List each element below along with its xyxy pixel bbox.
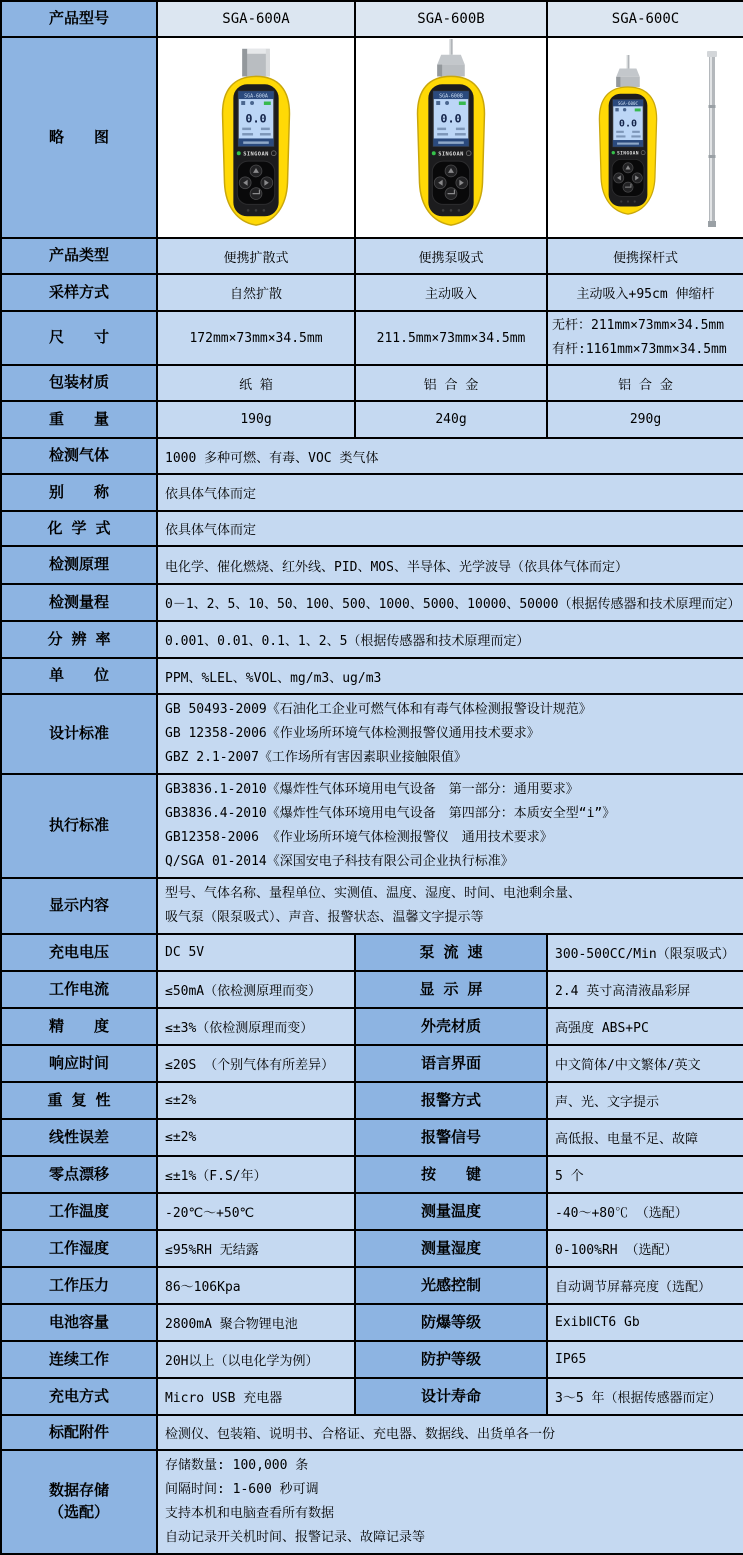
row-label: 电池容量 [1, 1304, 157, 1341]
spec-value: 20H以上（以电化学为例） [157, 1341, 355, 1378]
spec-value: 依具体气体而定 [157, 474, 743, 511]
spec-value: 便携扩散式 [157, 238, 355, 274]
table-row [1, 1082, 743, 1119]
table-row [1, 438, 743, 474]
row-label: 零点漂移 [1, 1156, 157, 1193]
table-row [1, 971, 743, 1008]
row-label: 测量湿度 [355, 1230, 547, 1267]
spec-value: 240g [355, 401, 547, 438]
table-row [1, 311, 743, 365]
table-row [1, 1267, 743, 1304]
spec-value: ≤95%RH 无结露 [157, 1230, 355, 1267]
telescopic-rod [701, 45, 723, 231]
row-label: 检测气体 [1, 438, 157, 474]
table-row [1, 1341, 743, 1378]
screen-title: SGA-600B [439, 93, 463, 100]
table-row [1, 1304, 743, 1341]
table-row [1, 274, 743, 311]
table-row [1, 1230, 743, 1267]
table-row [1, 1450, 743, 1554]
table-row [1, 546, 743, 584]
spec-value: 主动吸入 [355, 274, 547, 311]
table-row [1, 1193, 743, 1230]
table-row [1, 658, 743, 694]
row-label: 充电电压 [1, 934, 157, 971]
model-name: SGA-600C [547, 1, 743, 37]
table-row [1, 1119, 743, 1156]
table-row [1, 934, 743, 971]
spec-value: 0.001、0.01、0.1、1、2、5（根据传感器和技术原理而定） [157, 621, 743, 658]
brand-label: SINGOAN [616, 151, 639, 157]
spec-value: 2.4 英寸高清液晶彩屏 [547, 971, 743, 1008]
table-row [1, 365, 743, 401]
sketch-cell [355, 37, 547, 238]
row-label: 分 辨 率 [1, 621, 157, 658]
spec-value: 290g [547, 401, 743, 438]
row-label: 数据存储 （选配） [1, 1450, 157, 1554]
row-label: 报警信号 [355, 1119, 547, 1156]
row-label: 响应时间 [1, 1045, 157, 1082]
row-label: 略 图 [1, 37, 157, 238]
spec-value: PPM、%LEL、%VOL、mg/m3、ug/m3 [157, 658, 743, 694]
spec-value: 依具体气体而定 [157, 511, 743, 546]
spec-value: 电化学、催化燃烧、红外线、PID、MOS、半导体、光学波导（依具体气体而定） [157, 546, 743, 584]
spec-value: -20℃～+50℃ [157, 1193, 355, 1230]
spec-value: 0-100%RH （选配） [547, 1230, 743, 1267]
screen-reading: 0.0 [440, 111, 462, 126]
spec-value: 5 个 [547, 1156, 743, 1193]
spec-value: 纸 箱 [157, 365, 355, 401]
row-label: 采样方式 [1, 274, 157, 311]
table-row [1, 1156, 743, 1193]
lcd-screen [433, 91, 468, 146]
lcd-screen [612, 100, 642, 147]
row-label: 重 量 [1, 401, 157, 438]
row-label: 防护等级 [355, 1341, 547, 1378]
spec-value: 1000 多种可燃、有毒、VOC 类气体 [157, 438, 743, 474]
device-image-sga600a [187, 39, 325, 232]
spec-value: ≤20S （个别气体有所差异） [157, 1045, 355, 1082]
spec-value: DC 5V [157, 934, 355, 971]
table-row [1, 878, 743, 934]
row-label: 精 度 [1, 1008, 157, 1045]
row-label: 产品类型 [1, 238, 157, 274]
led-indicator [432, 151, 436, 155]
spec-value: 2800mA 聚合物锂电池 [157, 1304, 355, 1341]
table-row [1, 1, 743, 37]
row-label: 线性误差 [1, 1119, 157, 1156]
spec-value: 存储数量: 100,000 条 间隔时间: 1-600 秒可调 支持本机和电脑查看所有数据 自动记录开关机时间、报警记录、故障记录等 [157, 1450, 743, 1554]
row-label: 光感控制 [355, 1267, 547, 1304]
screen-title: SGA-600C [617, 101, 638, 107]
spec-value: ≤±1%（F.S/年） [157, 1156, 355, 1193]
screen-reading: 0.0 [618, 118, 637, 130]
sketch-cell [157, 37, 355, 238]
row-label: 标配附件 [1, 1415, 157, 1450]
spec-value: Micro USB 充电器 [157, 1378, 355, 1415]
led-indicator [611, 151, 614, 154]
row-label: 包装材质 [1, 365, 157, 401]
spec-value: IP65 [547, 1341, 743, 1378]
table-row [1, 401, 743, 438]
table-row [1, 774, 743, 878]
model-name: SGA-600A [157, 1, 355, 37]
device-image-sga600b [382, 39, 520, 232]
spec-value: 86～106Kpa [157, 1267, 355, 1304]
spec-value: 自动调节屏幕亮度（选配） [547, 1267, 743, 1304]
device-image-sga600c [569, 55, 687, 220]
table-row [1, 238, 743, 274]
keypad [237, 161, 274, 204]
table-row [1, 474, 743, 511]
row-label: 设计标准 [1, 694, 157, 774]
row-label: 设计寿命 [355, 1378, 547, 1415]
spec-value: 检测仪、包装箱、说明书、合格证、充电器、数据线、出货单各一份 [157, 1415, 743, 1450]
spec-value: GB3836.1-2010《爆炸性气体环境用电气设备 第一部分：通用要求》 GB3836.4-2010《爆炸性气体环境用电气设备 第四部分：本质安全型“i”》 GB12358-2006 《作业场所环境气体检测报警仪 通用技术要求》 Q/SGA 01-2014《深国安电子科技有限公司企业执行标准》 [157, 774, 743, 878]
row-label: 测量温度 [355, 1193, 547, 1230]
row-label: 产品型号 [1, 1, 157, 37]
row-label: 连续工作 [1, 1341, 157, 1378]
row-label: 泵 流 速 [355, 934, 547, 971]
row-label: 工作压力 [1, 1267, 157, 1304]
screen-title: SGA-600A [244, 93, 268, 100]
spec-value: 高强度 ABS+PC [547, 1008, 743, 1045]
row-label: 尺 寸 [1, 311, 157, 365]
row-label: 别 称 [1, 474, 157, 511]
table-row [1, 37, 743, 238]
row-label: 充电方式 [1, 1378, 157, 1415]
row-label: 重 复 性 [1, 1082, 157, 1119]
spec-value: ExibⅡCT6 Gb [547, 1304, 743, 1341]
table-row [1, 1415, 743, 1450]
brand-label: SINGOAN [438, 151, 464, 158]
table-row [1, 1045, 743, 1082]
row-label: 工作湿度 [1, 1230, 157, 1267]
row-label: 语言界面 [355, 1045, 547, 1082]
spec-value: -40～+80℃ （选配） [547, 1193, 743, 1230]
row-label: 防爆等级 [355, 1304, 547, 1341]
spec-value: 无杆：211mm×73mm×34.5mm 有杆:1161mm×73mm×34.5mm [547, 311, 743, 365]
row-label: 工作温度 [1, 1193, 157, 1230]
table-row [1, 694, 743, 774]
spec-value: 便携探杆式 [547, 238, 743, 274]
screen-reading: 0.0 [245, 111, 267, 126]
spec-value: 0－1、2、5、10、50、100、500、1000、5000、10000、50000（根据传感器和技术原理而定） [157, 584, 743, 621]
spec-value: GB 50493-2009《石油化工企业可燃气体和有毒气体检测报警设计规范》 GB 12358-2006《作业场所环境气体检测报警仪通用技术要求》 GBZ 2.1-2007《工作场所有害因素职业接触限值》 [157, 694, 743, 774]
pump-probe [437, 39, 465, 76]
row-label: 显示内容 [1, 878, 157, 934]
spec-value: 高低报、电量不足、故障 [547, 1119, 743, 1156]
row-label: 单 位 [1, 658, 157, 694]
spec-value: 211.5mm×73mm×34.5mm [355, 311, 547, 365]
row-label: 显 示 屏 [355, 971, 547, 1008]
spec-value: 型号、气体名称、量程单位、实测值、温度、湿度、时间、电池剩余量、 吸气泵（限泵吸式）、声音、报警状态、温馨文字提示等 [157, 878, 743, 934]
spec-value: ≤±3%（依检测原理而变） [157, 1008, 355, 1045]
table-row [1, 1378, 743, 1415]
spec-value: 便携泵吸式 [355, 238, 547, 274]
spec-value: 3～5 年（根据传感器而定） [547, 1378, 743, 1415]
table-row [1, 1008, 743, 1045]
lcd-screen [238, 91, 273, 146]
spec-value: 主动吸入+95cm 伸缩杆 [547, 274, 743, 311]
spec-value: ≤±2% [157, 1119, 355, 1156]
row-label: 执行标准 [1, 774, 157, 878]
row-label: 外壳材质 [355, 1008, 547, 1045]
spec-value: 铝 合 金 [547, 365, 743, 401]
row-label: 检测原理 [1, 546, 157, 584]
sensor-cap [242, 49, 270, 77]
table-row [1, 511, 743, 546]
table-row [1, 621, 743, 658]
sketch-cell [547, 37, 743, 238]
keypad [612, 159, 644, 196]
row-label: 工作电流 [1, 971, 157, 1008]
spec-value: ≤50mA（依检测原理而变） [157, 971, 355, 1008]
pump-probe [616, 55, 640, 87]
row-label: 按 键 [355, 1156, 547, 1193]
brand-label: SINGOAN [243, 151, 269, 158]
keypad [432, 161, 469, 204]
row-label: 化 学 式 [1, 511, 157, 546]
spec-value: 190g [157, 401, 355, 438]
led-indicator [237, 151, 241, 155]
spec-value: 中文简体/中文繁体/英文 [547, 1045, 743, 1082]
spec-value: 300-500CC/Min（限泵吸式） [547, 934, 743, 971]
spec-value: 声、光、文字提示 [547, 1082, 743, 1119]
spec-value: ≤±2% [157, 1082, 355, 1119]
row-label: 报警方式 [355, 1082, 547, 1119]
row-label: 检测量程 [1, 584, 157, 621]
table-row [1, 584, 743, 621]
spec-value: 172mm×73mm×34.5mm [157, 311, 355, 365]
spec-value: 铝 合 金 [355, 365, 547, 401]
spec-value: 自然扩散 [157, 274, 355, 311]
model-name: SGA-600B [355, 1, 547, 37]
